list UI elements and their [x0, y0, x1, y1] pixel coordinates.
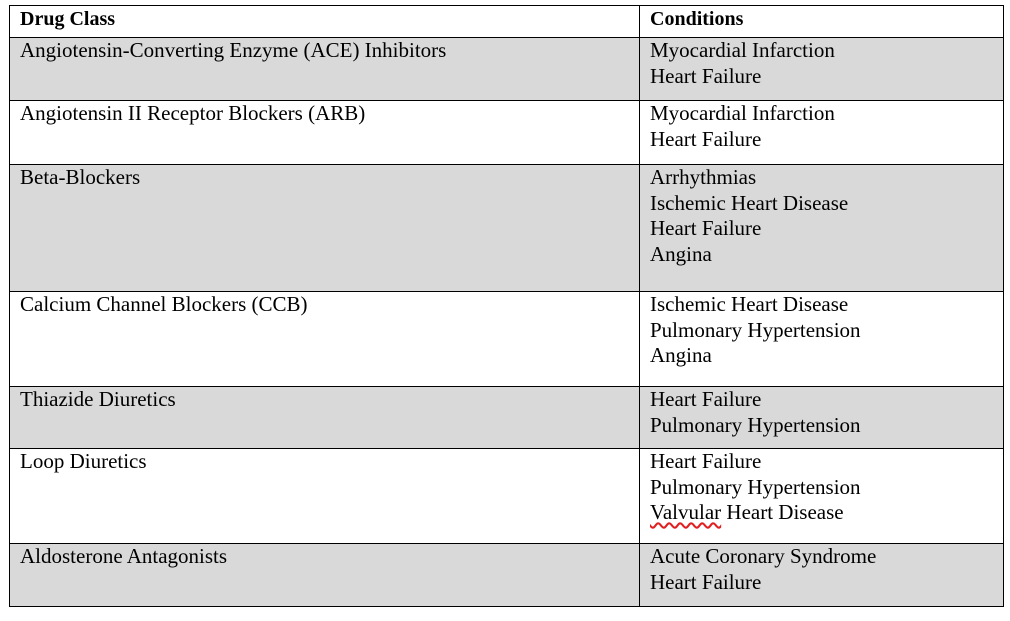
condition-text: Pulmonary Hypertension [650, 317, 861, 342]
drug-class-cell [10, 38, 640, 101]
condition-text: Heart Failure [650, 216, 762, 240]
conditions-cell [640, 38, 1004, 101]
drug-class-text: Thiazide Diuretics [20, 387, 176, 411]
condition-text: Angina [650, 343, 712, 367]
drug-class-cell [10, 449, 640, 544]
table-row [10, 165, 1004, 292]
table-header-row [10, 6, 1004, 38]
drug-class-cell [10, 165, 640, 292]
table-row [10, 387, 1004, 449]
conditions-cell [640, 544, 1004, 607]
drug-class-cell [10, 292, 640, 387]
drug-class-text: Angiotensin II Receptor Blockers (ARB) [20, 101, 366, 125]
drug-class-text: Beta-Blockers [20, 165, 141, 189]
condition-text-misspelled: Valvular Heart Disease [650, 500, 844, 524]
header-drug-class: Drug Class [10, 6, 640, 38]
drug-class-table [9, 5, 1004, 607]
conditions-cell [640, 165, 1004, 292]
table-row [10, 449, 1004, 544]
condition-text: Heart Failure [650, 126, 762, 151]
condition-text: Myocardial Infarction [650, 38, 835, 62]
condition-text: Acute Coronary Syndrome [650, 544, 877, 568]
drug-class-cell [10, 101, 640, 165]
table-row [10, 544, 1004, 607]
drug-class-text: Loop Diuretics [20, 449, 147, 473]
condition-text: Heart Failure [650, 387, 762, 411]
condition-text: Myocardial Infarction [650, 101, 835, 125]
condition-text: Ischemic Heart Disease [650, 292, 849, 316]
spellcheck-flagged-word: Valvular [650, 500, 722, 524]
condition-text: Arrhythmias [650, 165, 757, 189]
table-row [10, 38, 1004, 101]
header-conditions: Conditions [640, 6, 1004, 38]
condition-text: Heart Failure [650, 569, 762, 594]
table-row [10, 292, 1004, 387]
drug-class-cell [10, 387, 640, 449]
conditions-cell [640, 449, 1004, 544]
drug-class-text: Angiotensin-Converting Enzyme (ACE) Inhibitors [20, 38, 447, 62]
table-row [10, 101, 1004, 165]
condition-text: Pulmonary Hypertension [650, 474, 861, 499]
condition-text: Pulmonary Hypertension [650, 412, 861, 437]
conditions-cell [640, 101, 1004, 165]
drug-class-cell [10, 544, 640, 607]
condition-text: Heart Failure [650, 63, 762, 88]
conditions-cell [640, 387, 1004, 449]
drug-class-text: Aldosterone Antagonists [20, 544, 228, 568]
conditions-cell [640, 292, 1004, 387]
drug-class-text: Calcium Channel Blockers (CCB) [20, 292, 308, 316]
condition-text: Angina [650, 241, 712, 266]
condition-text: Heart Failure [650, 449, 762, 473]
condition-text: Ischemic Heart Disease [650, 190, 849, 215]
